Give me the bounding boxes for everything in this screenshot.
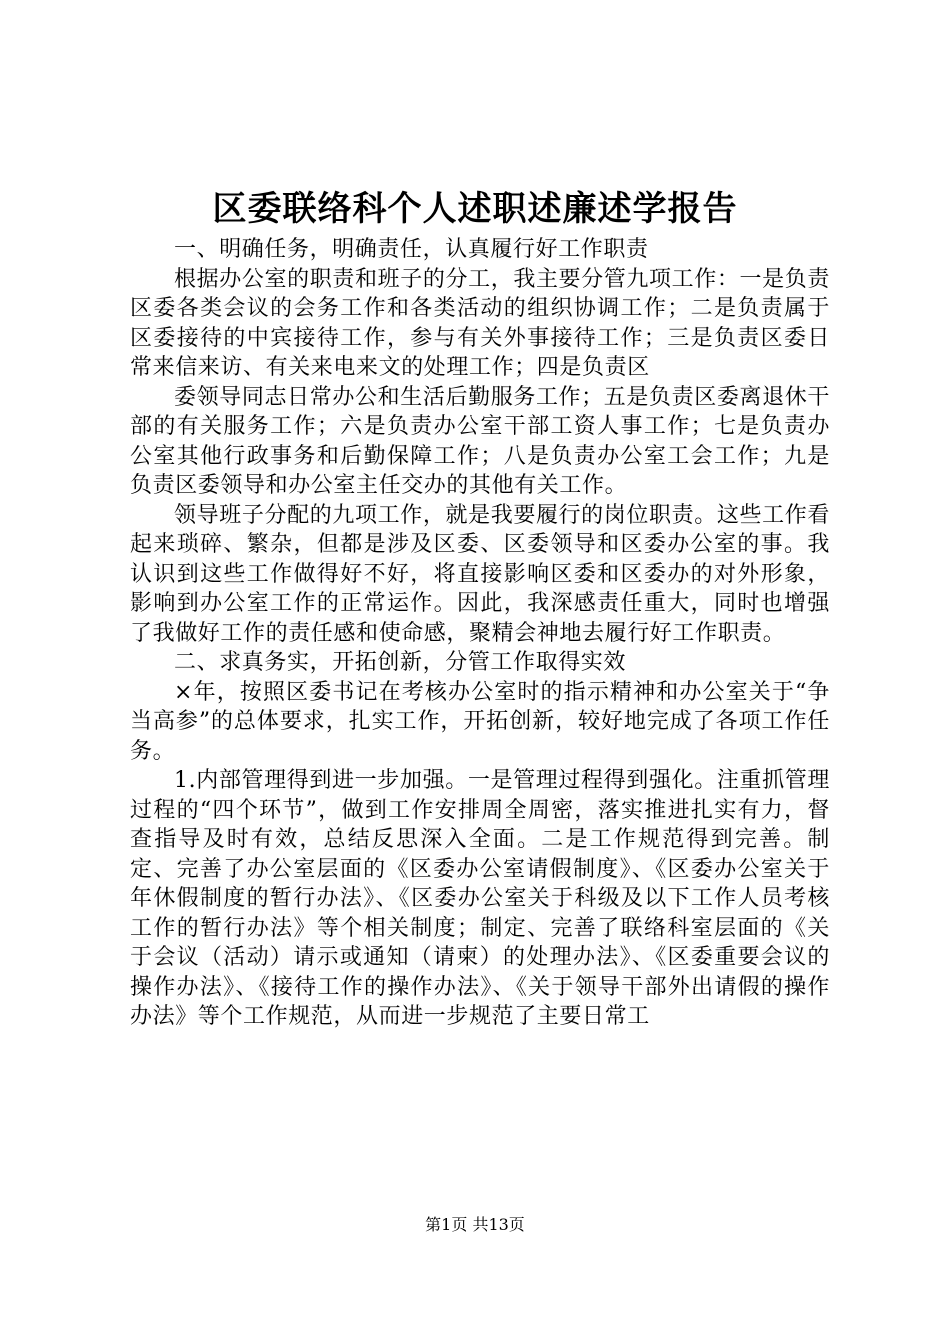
document-body — [130, 235, 830, 1032]
paragraph-internal-management: 1.内部管理得到进一步加强。一是管理过程得到强化。注重抓管理过程的“四个环节”，做到工作安排周全周密，落实推进扎实有力，督查指导及时有效，总结反思深入全面。二是工作规范得到完善。制定、完善了办公室层面的《区委办公室请假制度》、《区委办公室关于年休假制度的暂行办法》、《区委办公室关于科级及以下工作人员考核工作的暂行办法》等个相关制度；制定、完善了联络科室层面的《关于会议（活动）请示或通知（请柬）的处理办法》、《区委重要会议的操作办法》、《接待工作的操作办法》、《关于领导干部外出请假的操作办法》等个工作规范，从而进一步规范了主要日常工 — [130, 768, 830, 1029]
page-number-footer: 第1页 共13页 — [425, 1215, 525, 1234]
paragraph-responsibility: 领导班子分配的九项工作，就是我要履行的岗位职责。这些工作看起来琐碎、繁杂，但都是涉及区委、区委领导和区委办公室的事。我认识到这些工作做得好不好，将直接影响区委和区委办的对外形象，影响到办公室工作的正常运作。因此，我深感责任重大，同时也增强了我做好工作的责任感和使命感，聚精会神地去履行好工作职责。 — [130, 502, 830, 646]
paragraph-duties: 根据办公室的职责和班子的分工，我主要分管九项工作：一是负责区委各类会议的会务工作和各类活动的组织协调工作；二是负责属于区委接待的中宾接待工作，参与有关外事接待工作；三是负责区委日常来信来访、有关来电来文的处理工作；四是负责区 — [130, 266, 830, 380]
section-heading-2: 二、求真务实，开拓创新，分管工作取得实效 — [174, 650, 627, 675]
paragraph-year-summary: ×年，按照区委书记在考核办公室时的指示精神和办公室关于“争当高参”的总体要求，扎实工作，开拓创新，较好地完成了各项工作任务。 — [130, 679, 830, 764]
document-title: 区委联络科个人述职述廉述学报告 — [212, 189, 738, 229]
section-heading-1: 一、明确任务，明确责任，认真履行好工作职责 — [174, 237, 649, 262]
paragraph-duties-continued: 委领导同志日常办公和生活后勤服务工作；五是负责区委离退休干部的有关服务工作；六是负责办公室干部工资人事工作；七是负责办公室其他行政事务和后勤保障工作；八是负责办公室工会工作；九是负责区委领导和办公室主任交办的其他有关工作。 — [130, 384, 830, 498]
